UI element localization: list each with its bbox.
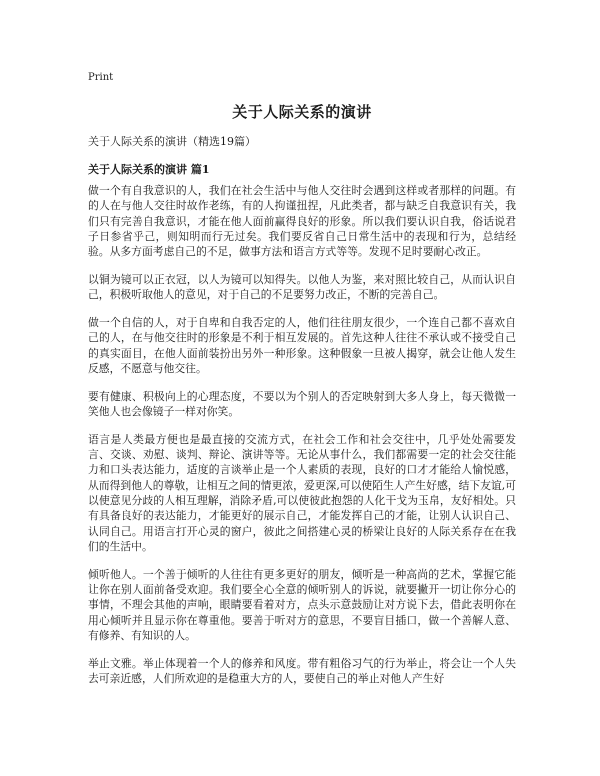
paragraph: 倾听他人。一个善于倾听的人往往有更多更好的朋友，倾听是一种高尚的艺术，掌握它能让你在别人面前备受欢迎。我们要全心全意的倾听别人的诉说，就要撇开一切让你分心的事情，不理会其他的声响，眼睛要看着对方，点头示意鼓励让对方说下去，借此表明你在用心倾听并且显示你在尊重他。要善于听对方的意思，不要盲目插口，做一个善解人意、有修养、有知识的人。 (88, 567, 516, 642)
paragraph: 做一个自信的人，对于自卑和自我否定的人，他们往往朋友很少，一个连自己都不喜欢自己的人，在与他交往时的形象是不利于相互发展的。首先这种人往往不承认或不接受自己的真实面目，在他人面前装扮出另外一种形象。这种假象一旦被人揭穿，就会让他人发生反感，不愿意与他交往。 (88, 316, 516, 375)
page-title: 关于人际关系的演讲 (232, 103, 372, 121)
document-subtitle: 关于人际关系的演讲（精选19篇） (88, 135, 256, 148)
paragraph: 要有健康、积极向上的心理态度，不要以为个别人的否定映射到大多人身上，每天微微一笑他人也会像镜子一样对你笑。 (88, 389, 516, 419)
paragraph: 语言是人类最方便也是最直接的交流方式，在社会工作和社会交往中，几乎处处需要发言、交谈、劝慰、谈判、辩论、演讲等等。无论从事什么，我们都需要一定的社会交往能力和口头表达能力，适度的言谈举止是一个人素质的表现，良好的口才才能给人愉悦感，从而得到他人的尊敬，让相互之间的情更浓，爱更深,可以使陌生人产生好感，结下友谊,可以使意见分歧的人相互理解，消除矛盾,可以使彼此抱怨的人化干戈为玉帛，友好相处。只有具备良好的表达能力，才能更好的展示自己，才能发挥自己的才能，让别人认识自己、认同自己。用语言打开心灵的窗户，彼此之间搭建心灵的桥梁让良好的人际关系存在在我们的生活中。 (88, 432, 516, 553)
section-heading: 关于人际关系的演讲 篇1 (88, 163, 210, 176)
body-text (88, 183, 516, 699)
print-link[interactable]: Print (88, 72, 114, 83)
paragraph: 做一个有自我意识的人，我们在社会生活中与他人交往时会遇到这样或者那样的问题。有的人在与他人交往时故作老练，有的人拘谨扭捏，凡此类者，都与缺乏自我意识有关，我们只有完善自我意识，才能在他人面前赢得良好的形象。所以我们要认识自我，俗话说君子日参省乎己，则知明而行无过矣。我们要反省自己日常生活中的表现和行为，总结经验。从多方面考虑自己的不足，做事方法和语言方式等等。发现不足时要耐心改正。 (88, 184, 516, 259)
paragraph: 举止文雅。举止体现着一个人的修养和风度。带有粗俗习气的行为举止，将会让一个人失去可亲近感，人们所欢迎的是稳重大方的人，要使自己的举止对他人产生好 (88, 656, 516, 686)
paragraph: 以铜为镜可以正衣冠，以人为镜可以知得失。以他人为鉴，来对照比较自己，从而认识自己，积极听取他人的意见，对于自己的不足要努力改正，不断的完善自己。 (88, 272, 516, 302)
